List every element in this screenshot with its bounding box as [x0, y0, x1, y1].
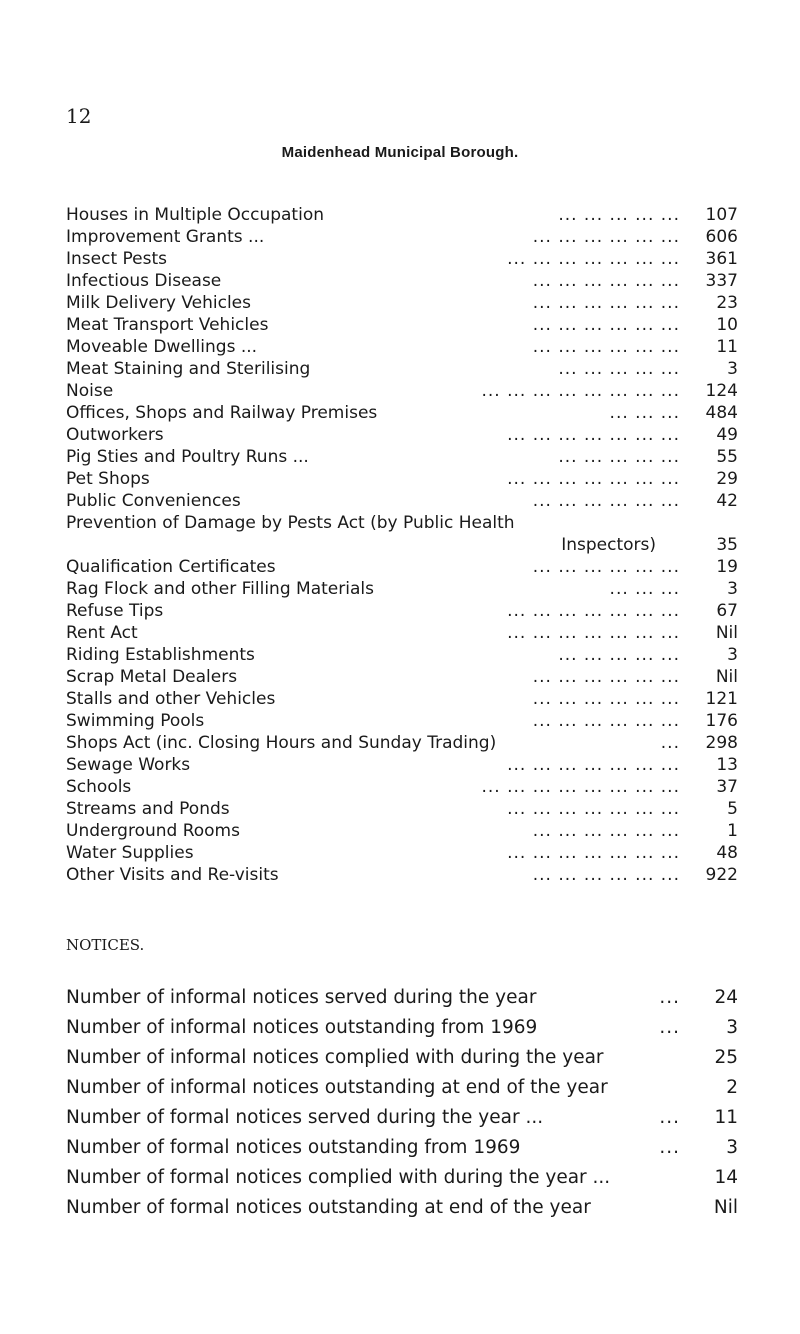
inspection-row: [66, 380, 738, 402]
leader-dots: ...: [659, 1137, 680, 1158]
inspection-row: [66, 292, 738, 314]
inspection-row: [66, 644, 738, 666]
leader-dots: ... ... ...: [609, 579, 680, 599]
leader-dots: ...: [659, 987, 680, 1008]
inspection-row: [66, 490, 738, 512]
notice-count: 11: [714, 1107, 738, 1128]
notice-label: Number of informal notices outstanding from 1969: [66, 1017, 538, 1038]
inspection-label: Outworkers: [66, 425, 164, 445]
inspection-count: 19: [716, 557, 738, 577]
inspection-row: [66, 512, 738, 556]
inspection-count: 606: [705, 227, 738, 247]
leader-dots: ... ... ... ... ... ...: [532, 337, 680, 357]
leader-dots: ... ... ... ... ... ... ...: [507, 843, 680, 863]
inspection-label: Moveable Dwellings ...: [66, 337, 258, 357]
inspection-row: [66, 336, 738, 358]
inspection-count: 29: [716, 469, 738, 489]
inspection-count: 107: [705, 205, 738, 225]
inspection-label: Shops Act (inc. Closing Hours and Sunday Trading): [66, 733, 497, 753]
inspection-label: Prevention of Damage by Pests Act (by Public Health: [66, 513, 515, 533]
notice-label: Number of formal notices outstanding from 1969: [66, 1137, 521, 1158]
inspection-label: Noise: [66, 381, 114, 401]
inspection-row: [66, 556, 738, 578]
inspection-row: [66, 314, 738, 336]
inspection-count: 361: [705, 249, 738, 269]
inspection-row: [66, 468, 738, 490]
inspection-count: 484: [705, 403, 738, 423]
inspection-count: 35: [716, 535, 738, 555]
inspection-label: Streams and Ponds: [66, 799, 230, 819]
leader-dots: ... ... ... ... ... ...: [532, 315, 680, 335]
inspection-row: [66, 710, 738, 732]
notice-row: [66, 1073, 738, 1103]
inspection-label: Milk Delivery Vehicles: [66, 293, 251, 313]
notice-row: [66, 1163, 738, 1193]
page-number: 12: [66, 104, 92, 128]
inspection-row: [66, 270, 738, 292]
notice-label: Number of informal notices outstanding at end of the year: [66, 1077, 608, 1098]
leader-dots: ... ... ... ... ... ... ...: [507, 601, 680, 621]
leader-dots: ... ... ... ... ... ...: [532, 491, 680, 511]
inspection-row: [66, 358, 738, 380]
leader-dots: ... ... ... ... ...: [558, 359, 680, 379]
leader-dots: ... ... ... ... ... ... ...: [507, 799, 680, 819]
inspection-row: [66, 864, 738, 886]
leader-dots: ... ... ... ... ... ... ...: [507, 469, 680, 489]
notice-count: 3: [726, 1137, 738, 1158]
inspection-label: Pet Shops: [66, 469, 150, 489]
leader-dots: ...: [659, 1017, 680, 1038]
inspection-count: 121: [705, 689, 738, 709]
inspection-label: Schools: [66, 777, 132, 797]
inspection-row: [66, 732, 738, 754]
inspection-count: 176: [705, 711, 738, 731]
leader-dots: ...: [660, 733, 680, 753]
inspection-row: [66, 842, 738, 864]
inspection-count: 49: [716, 425, 738, 445]
inspection-label: Offices, Shops and Railway Premises: [66, 403, 378, 423]
inspection-row: [66, 402, 738, 424]
inspection-count: 298: [705, 733, 738, 753]
inspection-row: [66, 424, 738, 446]
notice-count: 3: [726, 1017, 738, 1038]
inspection-row: [66, 754, 738, 776]
inspection-label: Improvement Grants ...: [66, 227, 265, 247]
leader-dots: ... ... ... ... ...: [558, 447, 680, 467]
inspection-row: [66, 248, 738, 270]
leader-dots: ... ... ... ... ... ...: [532, 667, 680, 687]
leader-dots: ... ... ... ... ... ... ... ...: [481, 381, 680, 401]
notice-row: [66, 1013, 738, 1043]
leader-dots: ... ... ... ... ... ...: [532, 821, 680, 841]
inspection-label: Scrap Metal Dealers: [66, 667, 238, 687]
inspection-count: 10: [716, 315, 738, 335]
notices-list: [66, 983, 738, 1223]
notice-count: 2: [726, 1077, 738, 1098]
inspection-count: 55: [716, 447, 738, 467]
leader-dots: ... ... ... ... ... ...: [532, 711, 680, 731]
leader-dots: ... ... ... ... ... ...: [532, 293, 680, 313]
inspection-count: 67: [716, 601, 738, 621]
notice-label: Number of informal notices complied with during the year: [66, 1047, 604, 1068]
inspection-label: Stalls and other Vehicles: [66, 689, 276, 709]
inspection-label: Houses in Multiple Occupation: [66, 205, 324, 225]
inspection-label: Water Supplies: [66, 843, 194, 863]
inspection-label: Insect Pests: [66, 249, 168, 269]
notice-row: [66, 1193, 738, 1223]
inspection-label: Qualification Certificates: [66, 557, 276, 577]
inspection-label: Meat Transport Vehicles: [66, 315, 269, 335]
leader-dots: ... ... ...: [609, 403, 680, 423]
inspection-label: Swimming Pools: [66, 711, 205, 731]
inspection-count: Nil: [715, 623, 738, 643]
inspection-count: 922: [705, 865, 738, 885]
inspection-label: Sewage Works: [66, 755, 191, 775]
leader-dots: ...: [659, 1107, 680, 1128]
notice-row: [66, 1103, 738, 1133]
inspection-row: [66, 666, 738, 688]
notice-label: Number of formal notices served during the year ...: [66, 1107, 544, 1128]
inspection-row: [66, 688, 738, 710]
inspection-row: [66, 578, 738, 600]
inspection-count: 11: [716, 337, 738, 357]
page-title: Maidenhead Municipal Borough.: [281, 144, 519, 161]
inspection-label: Infectious Disease: [66, 271, 222, 291]
leader-dots: ... ... ... ... ... ... ...: [507, 249, 680, 269]
inspection-count: 13: [716, 755, 738, 775]
inspection-label: Rent Act: [66, 623, 138, 643]
leader-dots: ... ... ... ... ... ...: [532, 689, 680, 709]
inspection-count: 3: [727, 359, 738, 379]
inspection-count: 37: [716, 777, 738, 797]
inspection-count: 124: [705, 381, 738, 401]
inspection-count: 1: [727, 821, 738, 841]
leader-dots: ... ... ... ... ... ... ... ...: [481, 777, 680, 797]
inspections-list: [66, 204, 738, 886]
inspection-label: Meat Staining and Sterilising: [66, 359, 311, 379]
inspection-row: [66, 204, 738, 226]
inspection-label: Public Conveniences: [66, 491, 241, 511]
leader-dots: ... ... ... ... ... ... ...: [507, 425, 680, 445]
inspection-count: 3: [727, 579, 738, 599]
leader-dots: ... ... ... ... ... ...: [532, 557, 680, 577]
inspection-row: [66, 600, 738, 622]
leader-dots: ... ... ... ... ... ...: [532, 865, 680, 885]
notice-count: 14: [714, 1167, 738, 1188]
inspection-label: Refuse Tips: [66, 601, 164, 621]
leader-dots: ... ... ... ... ...: [558, 205, 680, 225]
notice-count: 24: [714, 987, 738, 1008]
inspection-count: 5: [727, 799, 738, 819]
inspection-count: 42: [716, 491, 738, 511]
inspection-row: [66, 776, 738, 798]
notices-heading: NOTICES.: [66, 936, 145, 954]
inspection-row: [66, 798, 738, 820]
inspection-label: Underground Rooms: [66, 821, 240, 841]
leader-dots: ... ... ... ... ...: [558, 645, 680, 665]
leader-dots: ... ... ... ... ... ... ...: [507, 755, 680, 775]
inspection-count: 3: [727, 645, 738, 665]
inspection-count: 23: [716, 293, 738, 313]
inspection-count: 48: [716, 843, 738, 863]
notice-row: [66, 1043, 738, 1073]
inspection-count: 337: [705, 271, 738, 291]
inspection-label-continued: Inspectors): [561, 535, 656, 555]
notice-row: [66, 983, 738, 1013]
leader-dots: ... ... ... ... ... ...: [532, 271, 680, 291]
notice-count: 25: [714, 1047, 738, 1068]
leader-dots: ... ... ... ... ... ... ...: [507, 623, 680, 643]
inspection-label: Other Visits and Re-visits: [66, 865, 279, 885]
inspection-row: [66, 226, 738, 248]
leader-dots: ... ... ... ... ... ...: [532, 227, 680, 247]
inspection-label: Pig Sties and Poultry Runs ...: [66, 447, 309, 467]
inspection-row: [66, 622, 738, 644]
inspection-label: Rag Flock and other Filling Materials: [66, 579, 374, 599]
inspection-row: [66, 820, 738, 842]
notice-row: [66, 1133, 738, 1163]
notice-label: Number of formal notices outstanding at end of the year: [66, 1197, 591, 1218]
inspection-count: Nil: [715, 667, 738, 687]
notice-count: Nil: [713, 1197, 738, 1218]
inspection-label: Riding Establishments: [66, 645, 255, 665]
notice-label: Number of formal notices complied with during the year ...: [66, 1167, 611, 1188]
inspection-row: [66, 446, 738, 468]
notice-label: Number of informal notices served during the year: [66, 987, 537, 1008]
